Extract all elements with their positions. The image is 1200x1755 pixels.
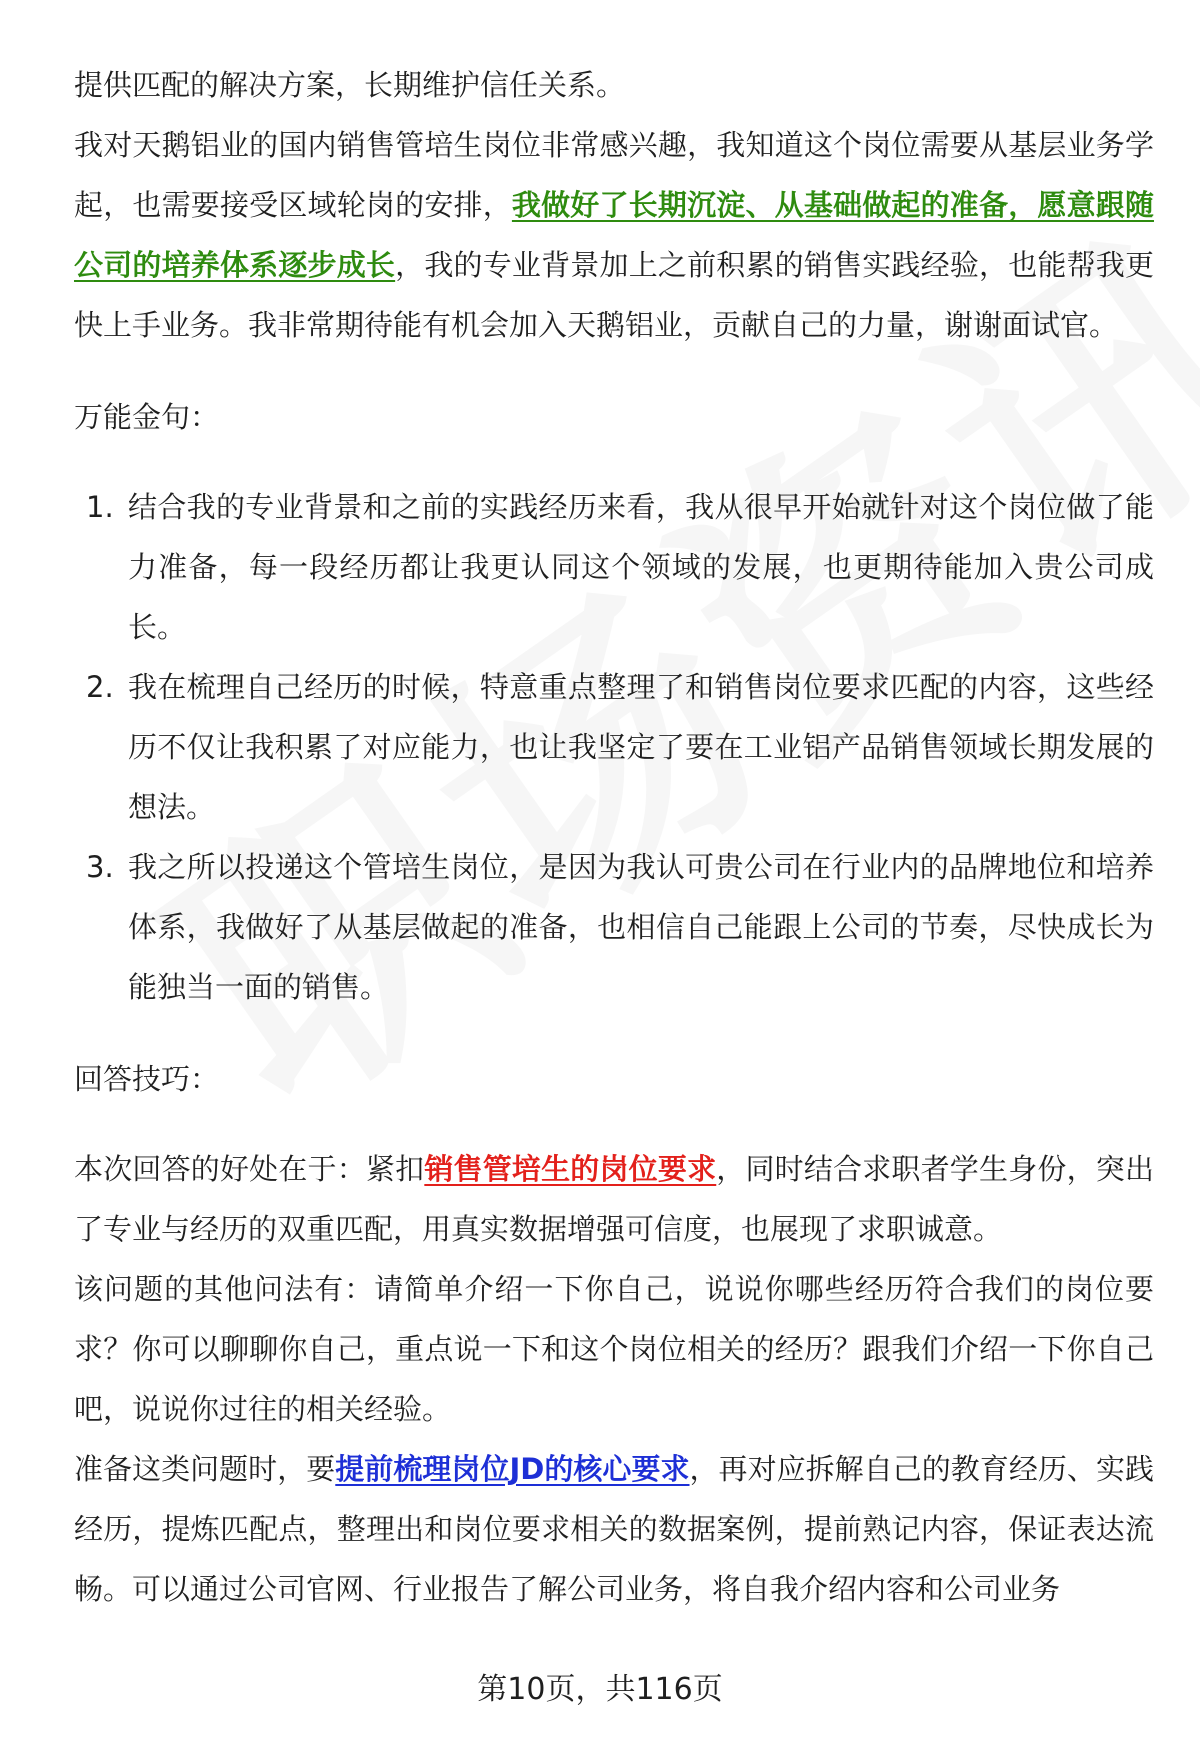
- list-item-number: 3.: [86, 850, 114, 884]
- tips-text-before: 本次回答的好处在于：紧扣: [74, 1152, 425, 1186]
- list-item-text: 结合我的专业背景和之前的实践经历来看，我从很早开始就针对这个岗位做了能力准备，每一段经历都让我更认同这个领域的发展，也更期待能加入贵公司成长。: [128, 490, 1154, 644]
- list-item: [74, 657, 1154, 837]
- document-body: [74, 55, 1154, 1619]
- tips-paragraph-alternatives: 该问题的其他问法有：请简单介绍一下你自己，说说你哪些经历符合我们的岗位要求？你可以聊聊你自己，重点说一下和这个岗位相关的经历？跟我们介绍一下你自己吧，说说你过往的相关经验。: [74, 1272, 1154, 1426]
- intro-line: 提供匹配的解决方案，长期维护信任关系。: [74, 68, 626, 102]
- golden-sentences-list: [74, 477, 1154, 1017]
- list-item-number: 2.: [86, 670, 114, 704]
- prep-highlight-jd: 提前梳理岗位JD的核心要求: [335, 1452, 690, 1486]
- tips-paragraph-benefits: [74, 1139, 1154, 1259]
- intro-text-before: 我对天鹅铝业的国内销售管培生岗位非常感兴趣，我知道这个岗位需要从基层业务学起，也需要接受区域轮岗的安排，: [74, 128, 1154, 222]
- tips-highlight-requirements: 销售管培生的岗位要求: [424, 1152, 717, 1186]
- page-number: 第10页，共116页: [477, 1672, 723, 1707]
- intro-highlight: 我做好了长期沉淀、从基础做起的准备，愿意跟随公司的培养体系逐步成长: [74, 188, 1154, 282]
- list-item-number: 1.: [86, 490, 114, 524]
- tips-text-after: ，同时结合求职者学生身份，突出了专业与经历的双重匹配，用真实数据增强可信度，也展现了求职诚意。: [74, 1152, 1154, 1246]
- tips-paragraph-preparation: [74, 1439, 1154, 1619]
- prep-text-after: ，再对应拆解自己的教育经历、实践经历，提炼匹配点，整理出和岗位要求相关的数据案例，提前熟记内容，保证表达流畅。可以通过公司官网、行业报告了解公司业务，将自我介绍内容和公司业务: [74, 1452, 1154, 1606]
- list-item: [74, 477, 1154, 657]
- golden-sentences-heading: 万能金句：: [74, 400, 220, 434]
- list-item-text: 我之所以投递这个管培生岗位，是因为我认可贵公司在行业内的品牌地位和培养体系，我做好了从基层做起的准备，也相信自己能跟上公司的节奏，尽快成长为能独当一面的销售。: [128, 850, 1154, 1004]
- prep-text-before: 准备这类问题时，要: [74, 1452, 336, 1486]
- intro-text-after: ，我的专业背景加上之前积累的销售实践经验，也能帮我更快上手业务。我非常期待能有机会加入天鹅铝业，贡献自己的力量，谢谢面试官。: [74, 248, 1154, 342]
- intro-paragraph: [74, 115, 1154, 355]
- tips-heading: 回答技巧：: [74, 1062, 220, 1096]
- list-item: [74, 837, 1154, 1017]
- list-item-text: 我在梳理自己经历的时候，特意重点整理了和销售岗位要求匹配的内容，这些经历不仅让我积累了对应能力，也让我坚定了要在工业铝产品销售领域长期发展的想法。: [128, 670, 1154, 824]
